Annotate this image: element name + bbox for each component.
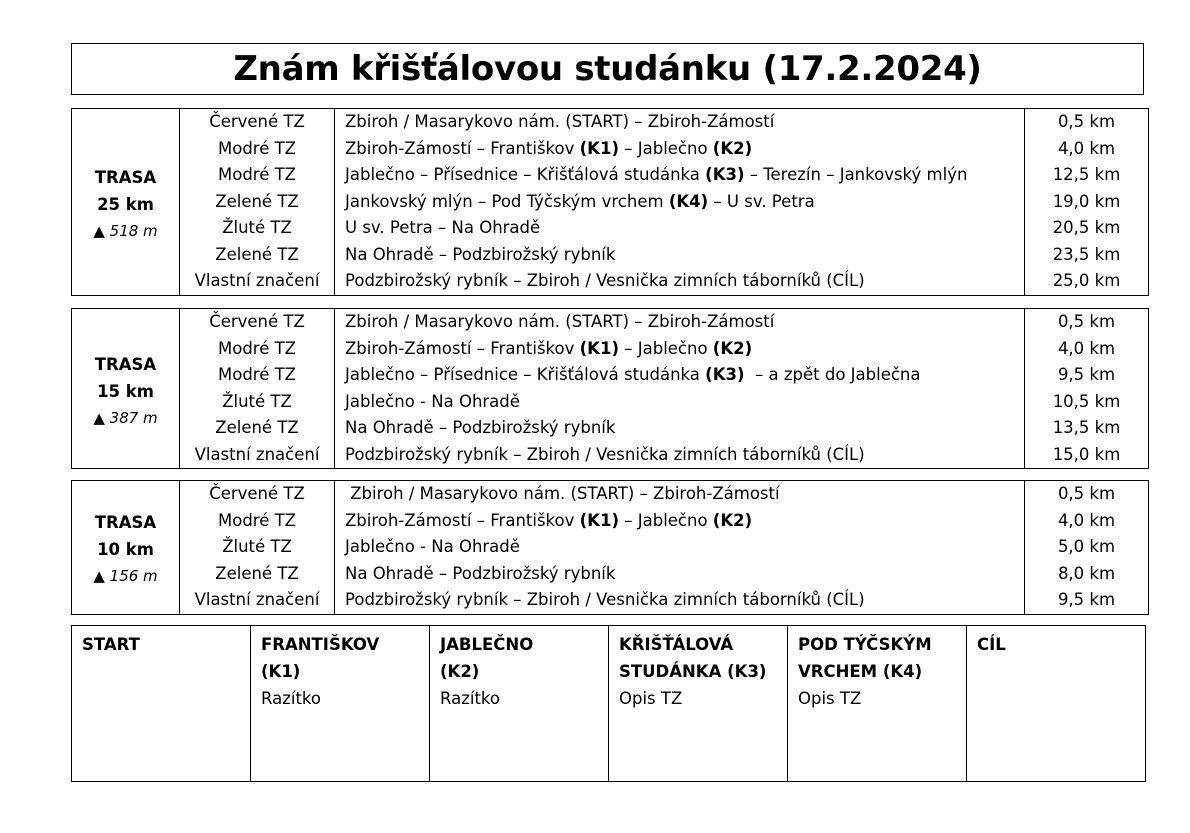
segment-text: Zbiroh / Masarykovo nám. (START) – Zbiroh-Zámostí: [345, 312, 775, 331]
cumulative-distance: 8,0 km: [1057, 563, 1116, 583]
trail-marking: Zelené TZ: [215, 244, 299, 264]
checkpoint-cell: [72, 626, 251, 782]
segment-text: Podzbirožský rybník – Zbiroh / Vesnička zimních táborníků (CÍL): [345, 444, 865, 464]
checkpoint-title: (K1): [261, 662, 301, 681]
route-label: TRASA: [94, 354, 157, 374]
segment-text: Jablečno – Přísednice – Křišťálová studánka: [345, 165, 706, 184]
cumulative-distance: 13,5 km: [1052, 418, 1121, 437]
route-segment: [345, 109, 1024, 136]
checkpoint-note: Razítko: [440, 689, 500, 708]
distance-column: [1025, 481, 1149, 615]
elevation-triangle-icon: ▲: [93, 221, 105, 240]
route-length: 15 km: [97, 381, 154, 401]
route-segment: [345, 336, 1024, 363]
trail-marking: Vlastní značení: [194, 271, 320, 290]
cumulative-distance: 20,5 km: [1052, 218, 1121, 237]
cumulative-distance: 9,5 km: [1057, 590, 1116, 609]
segment-text: Zbiroh-Zámostí – Františkov: [345, 510, 580, 530]
trail-marking: Zelené TZ: [215, 418, 299, 437]
checkpoint-code: (K2): [712, 338, 753, 358]
cumulative-distance: 4,0 km: [1057, 338, 1116, 358]
cumulative-distance: 0,5 km: [1057, 484, 1116, 503]
route-segment: [345, 534, 1024, 561]
checkpoint-title: POD TÝČSKÝM: [798, 635, 932, 654]
checkpoint-code: (K3): [705, 165, 745, 184]
trail-marking: Žluté TZ: [222, 218, 292, 237]
checkpoint-code: (K3): [705, 365, 745, 384]
checkpoint-table: [71, 625, 1146, 782]
checkpoint-cell: [788, 626, 967, 782]
segment-text: Zbiroh / Masarykovo nám. (START) – Zbiroh-Zámostí: [345, 112, 775, 131]
cumulative-distance: 19,0 km: [1052, 191, 1121, 211]
segment-text: Podzbirožský rybník – Zbiroh / Vesnička zimních táborníků (CÍL): [345, 271, 865, 290]
segment-text: Zbiroh-Zámostí – Františkov: [345, 138, 580, 158]
cumulative-distance: 4,0 km: [1057, 510, 1116, 530]
checkpoint-title: START: [82, 635, 140, 654]
trail-marking-column: [180, 309, 335, 469]
route-segment: [345, 362, 1024, 389]
checkpoint-cell: [609, 626, 788, 782]
route-table: [71, 480, 1149, 615]
trail-marking: Žluté TZ: [222, 537, 292, 556]
checkpoint-title: JABLEČNO: [440, 635, 534, 654]
checkpoint-code: (K2): [712, 510, 753, 530]
distance-column: [1025, 109, 1149, 296]
route-segment: [345, 215, 1024, 242]
checkpoint-code: (K1): [579, 510, 619, 530]
route-segment: [345, 442, 1024, 469]
route-summary: [72, 481, 180, 615]
trail-marking: Červené TZ: [209, 484, 305, 503]
checkpoint-note: Opis TZ: [798, 689, 862, 708]
route-segment: [345, 268, 1024, 295]
route-segment: [345, 389, 1024, 416]
cumulative-distance: 4,0 km: [1057, 138, 1116, 158]
elevation-triangle-icon: ▲: [93, 567, 105, 586]
segment-text: – Terezín – Jankovský mlýn: [744, 165, 968, 184]
checkpoint-code: (K1): [579, 338, 619, 358]
cumulative-distance: 0,5 km: [1057, 112, 1116, 131]
route-segment-column: [335, 309, 1025, 469]
segment-text: Na Ohradě – Podzbirožský rybník: [345, 418, 616, 437]
route-table: [71, 308, 1149, 469]
trail-marking: Vlastní značení: [194, 590, 320, 609]
elevation-gain: [72, 567, 179, 585]
route-length: 10 km: [97, 540, 154, 560]
segment-text: – Jablečno: [619, 138, 713, 158]
trail-marking: Modré TZ: [217, 165, 296, 184]
checkpoint-code: (K2): [712, 138, 753, 158]
cumulative-distance: 12,5 km: [1052, 165, 1121, 184]
cumulative-distance: 5,0 km: [1057, 537, 1116, 556]
checkpoint-title: KŘIŠŤÁLOVÁ: [619, 635, 734, 654]
route-segment: [345, 481, 1024, 508]
route-segment: [345, 242, 1024, 269]
route-segment: [345, 162, 1024, 189]
checkpoint-title: (K2): [440, 662, 480, 681]
cumulative-distance: 9,5 km: [1057, 365, 1116, 384]
route-segment: [345, 309, 1024, 336]
route-segment: [345, 136, 1024, 163]
route-table: [71, 108, 1149, 296]
route-segment: [345, 587, 1024, 614]
trail-marking: Modré TZ: [217, 338, 296, 358]
segment-text: Jablečno - Na Ohradě: [345, 391, 520, 411]
trail-marking: Modré TZ: [217, 365, 296, 384]
segment-text: Zbiroh-Zámostí – Františkov: [345, 338, 580, 358]
checkpoint-title: CÍL: [977, 635, 1006, 654]
trail-marking: Modré TZ: [217, 510, 296, 530]
route-segment-column: [335, 481, 1025, 615]
trail-marking: Červené TZ: [209, 312, 305, 331]
route-segment-column: [335, 109, 1025, 296]
trail-marking: Zelené TZ: [215, 191, 299, 211]
trail-marking-column: [180, 109, 335, 296]
segment-text: – a zpět do Jablečna: [744, 365, 921, 384]
route-label: TRASA: [94, 513, 157, 533]
segment-text: Jablečno – Přísednice – Křišťálová studánka: [345, 365, 706, 384]
elevation-triangle-icon: ▲: [93, 408, 105, 427]
checkpoint-cell: [967, 626, 1146, 782]
checkpoint-title: STUDÁNKA (K3): [619, 662, 767, 681]
checkpoint-code: (K4): [668, 191, 709, 211]
distance-column: [1025, 309, 1149, 469]
route-segment: [345, 508, 1024, 535]
route-segment: [345, 189, 1024, 216]
checkpoint-cell: [251, 626, 430, 782]
trail-marking: Červené TZ: [209, 112, 305, 131]
route-summary: [72, 109, 180, 296]
trail-marking: Zelené TZ: [215, 563, 299, 583]
checkpoint-code: (K1): [579, 138, 619, 158]
cumulative-distance: 10,5 km: [1052, 391, 1121, 411]
segment-text: U sv. Petra – Na Ohradě: [345, 218, 541, 237]
trail-marking: Modré TZ: [217, 138, 296, 158]
segment-text: Jankovský mlýn – Pod Týčským vrchem: [345, 191, 669, 211]
segment-text: – Jablečno: [619, 338, 713, 358]
route-label: TRASA: [94, 167, 157, 187]
checkpoint-note: Razítko: [261, 689, 321, 708]
elevation-value: 156 m: [109, 567, 158, 586]
checkpoint-title: FRANTIŠKOV: [261, 635, 380, 654]
elevation-gain: [72, 222, 179, 240]
segment-text: Zbiroh / Masarykovo nám. (START) – Zbiroh-Zámostí: [345, 484, 780, 503]
route-segment: [345, 415, 1024, 442]
cumulative-distance: 23,5 km: [1052, 244, 1121, 264]
segment-text: Na Ohradě – Podzbirožský rybník: [345, 244, 616, 264]
elevation-value: 387 m: [109, 408, 158, 427]
elevation-value: 518 m: [109, 221, 158, 240]
route-length: 25 km: [97, 194, 154, 214]
segment-text: Podzbirožský rybník – Zbiroh / Vesnička zimních táborníků (CÍL): [345, 590, 865, 609]
checkpoint-title: VRCHEM (K4): [798, 662, 923, 681]
cumulative-distance: 25,0 km: [1052, 271, 1121, 290]
trail-marking: Vlastní značení: [194, 444, 320, 464]
checkpoint-cell: [430, 626, 609, 782]
checkpoint-note: Opis TZ: [619, 689, 683, 708]
trail-marking: Žluté TZ: [222, 391, 292, 411]
cumulative-distance: 15,0 km: [1052, 444, 1121, 464]
segment-text: Jablečno - Na Ohradě: [345, 537, 520, 556]
route-summary: [72, 309, 180, 469]
elevation-gain: [72, 409, 179, 427]
segment-text: – U sv. Petra: [708, 191, 815, 211]
cumulative-distance: 0,5 km: [1057, 312, 1116, 331]
segment-text: Na Ohradě – Podzbirožský rybník: [345, 563, 616, 583]
trail-marking-column: [180, 481, 335, 615]
document-title: Znám křišťálovou studánku (17.2.2024): [71, 43, 1144, 95]
segment-text: – Jablečno: [619, 510, 713, 530]
route-segment: [345, 561, 1024, 588]
